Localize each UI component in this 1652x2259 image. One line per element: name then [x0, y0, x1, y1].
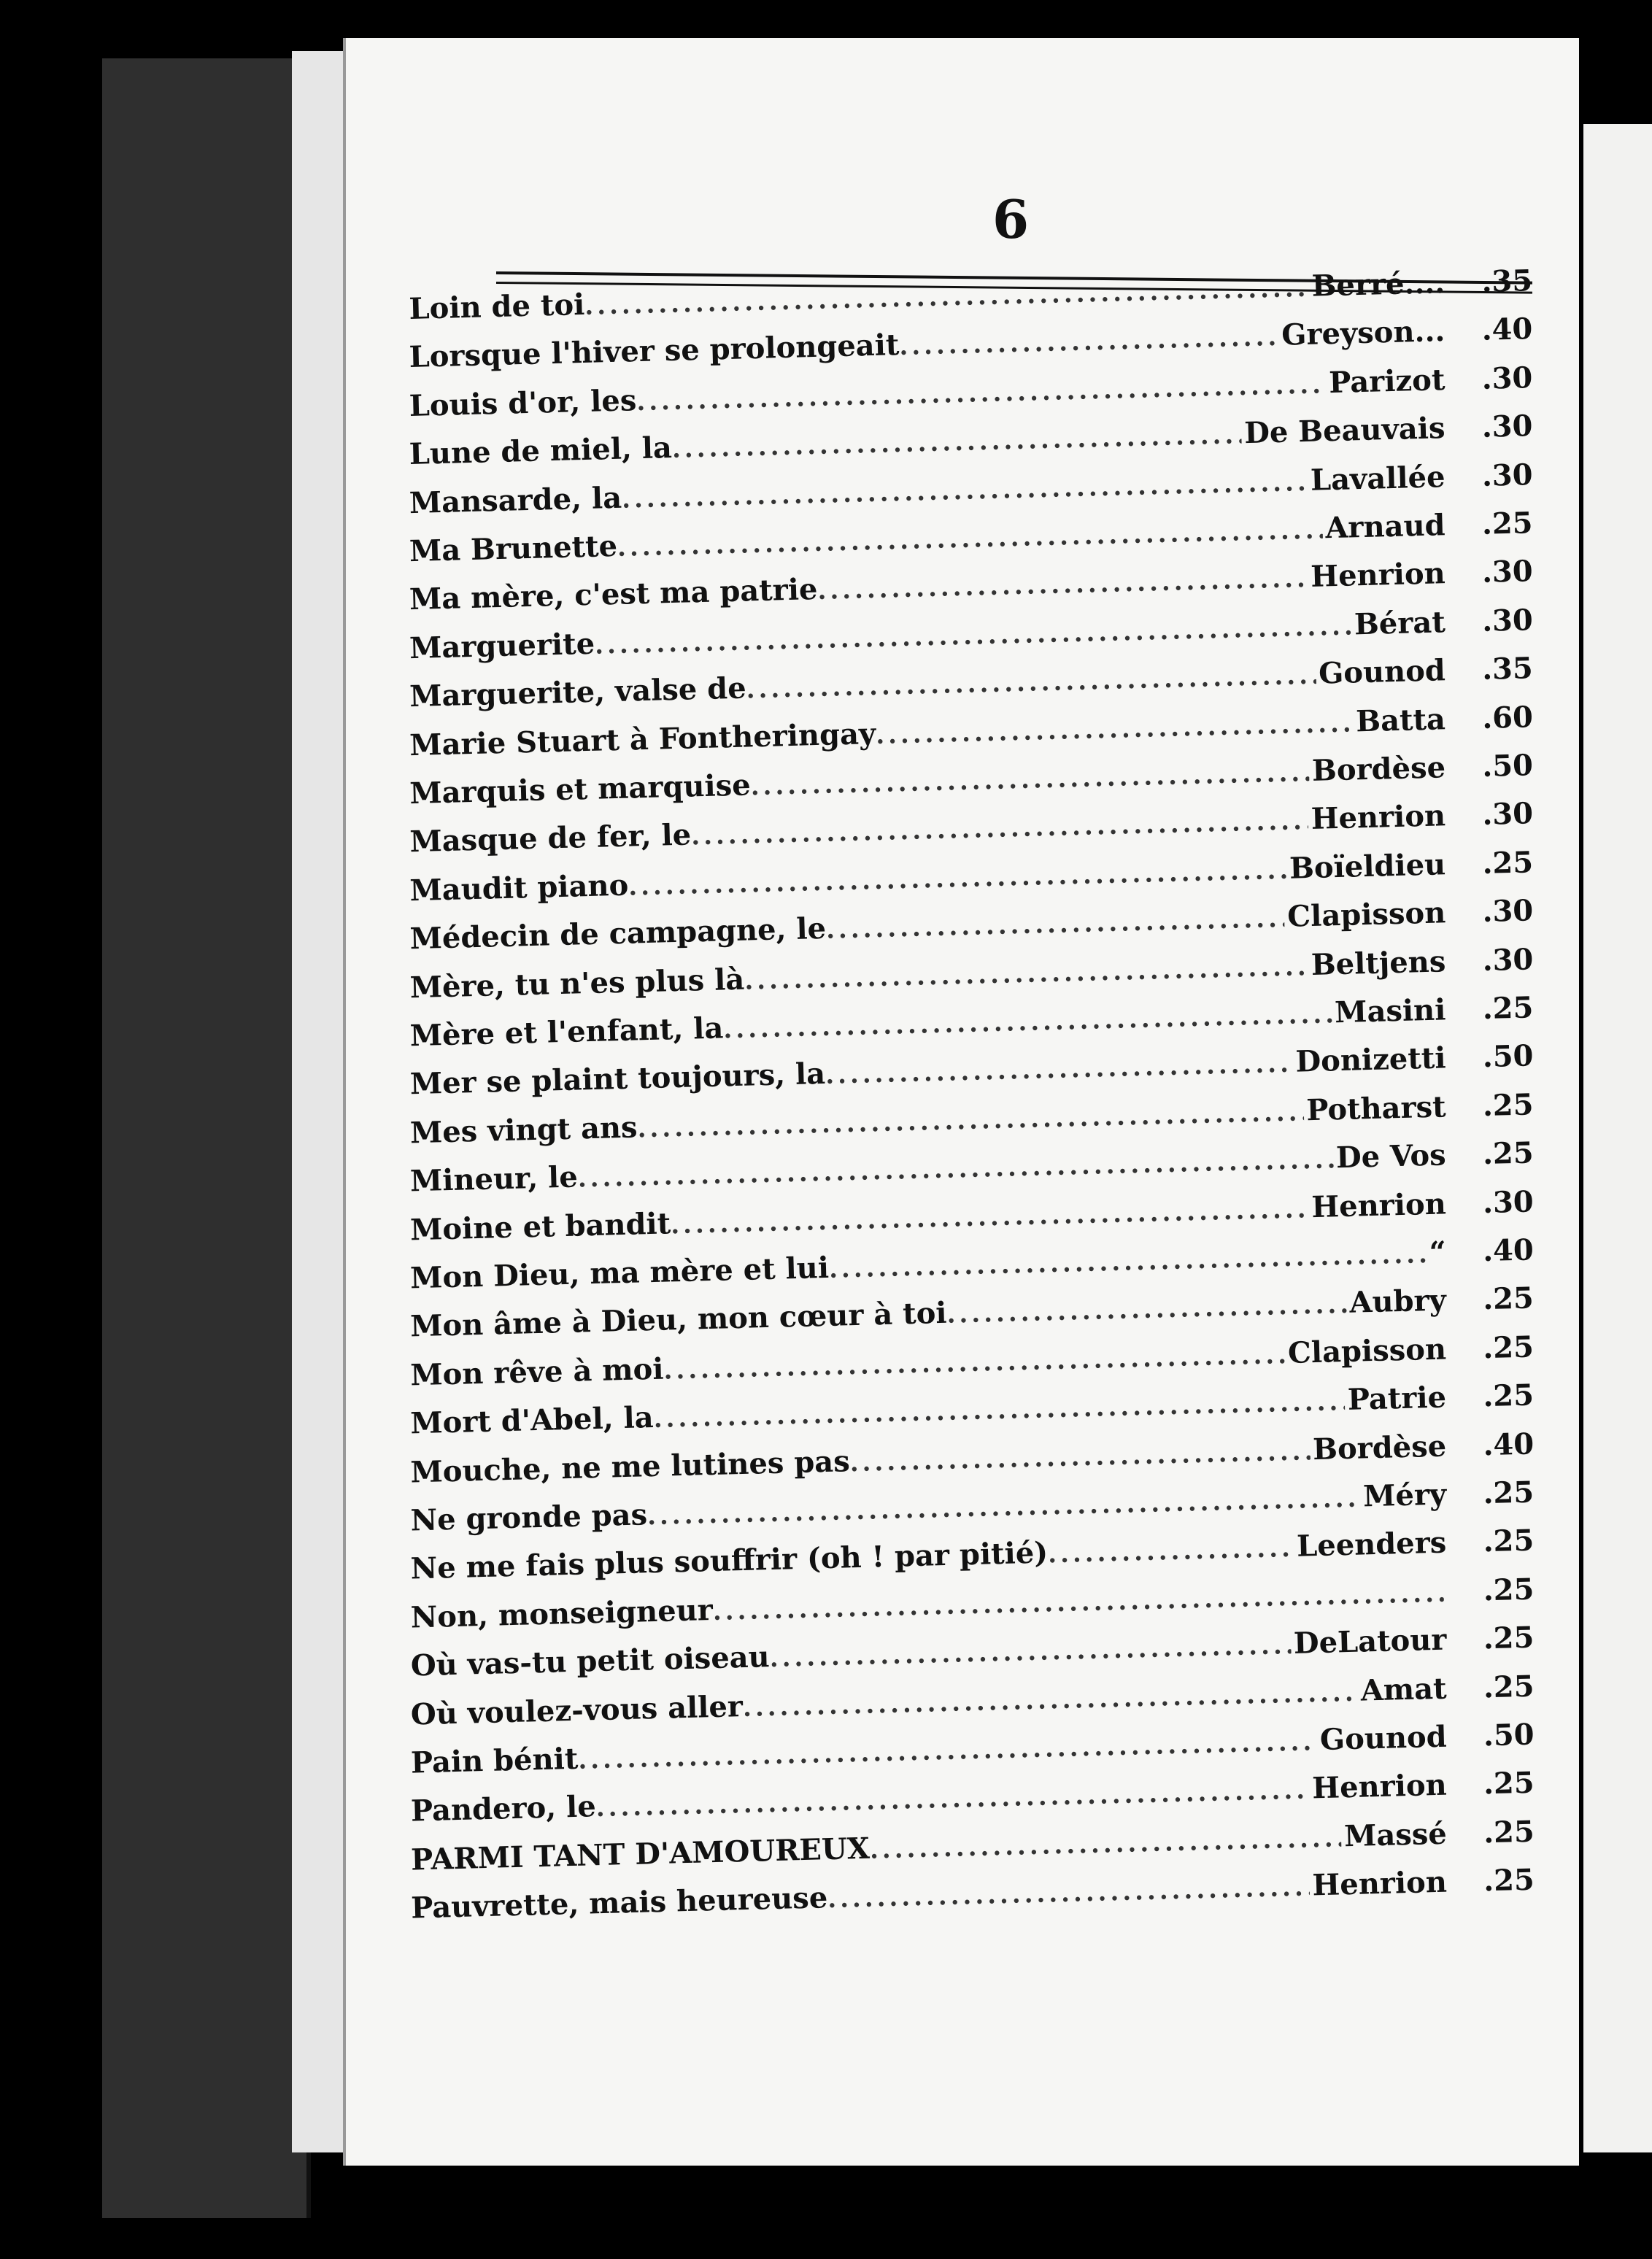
dot-leader: [653, 1387, 1345, 1434]
dot-leader: [946, 1290, 1347, 1329]
price: .25: [1482, 1329, 1535, 1365]
book-binding: [102, 58, 311, 2218]
facing-page-edge: [1583, 124, 1652, 2152]
price: .30: [1482, 1183, 1535, 1220]
composer-name: Gounod: [1318, 653, 1446, 691]
dot-leader: [617, 515, 1322, 562]
dot-leader: [825, 1049, 1293, 1090]
dot-leader: [1048, 1534, 1294, 1569]
composer-name: Batta: [1355, 701, 1446, 738]
song-title: Ma mère, c'est ma patrie: [409, 572, 819, 617]
dot-leader: [578, 1727, 1318, 1775]
dot-leader: [622, 468, 1308, 514]
price: .30: [1482, 941, 1534, 978]
composer-name: Lavallée: [1310, 459, 1446, 498]
dot-leader: [628, 856, 1287, 902]
composer-name: Parizot: [1328, 362, 1446, 400]
price: .25: [1483, 1523, 1535, 1559]
composer-name: Henrion: [1311, 1768, 1448, 1806]
song-title: Mouche, ne me lutines pas: [409, 1443, 851, 1490]
song-title: PARMI TANT D'AMOUREUX: [410, 1831, 871, 1877]
price: .40: [1481, 312, 1533, 348]
composer-name: Patrie: [1347, 1380, 1447, 1418]
composer-name: Berré....: [1311, 266, 1446, 304]
price: .25: [1481, 506, 1534, 541]
song-title: Lune de miel, la: [409, 430, 673, 472]
composer-name: Gounod: [1319, 1719, 1448, 1758]
price: .25: [1483, 1814, 1535, 1850]
price: .30: [1481, 893, 1534, 930]
dot-leader: [744, 952, 1309, 996]
composer-name: De Beauvais: [1243, 411, 1446, 451]
price: .30: [1481, 602, 1534, 638]
composer-name: Henrion: [1311, 798, 1446, 837]
song-title: Marguerite, valse de: [409, 671, 747, 714]
song-title: Moine et bandit: [409, 1205, 671, 1247]
song-title: Louis d'or, les: [409, 382, 637, 423]
song-title: Ma Brunette: [409, 528, 618, 569]
song-title: Mer se plaint toujours, la: [409, 1057, 826, 1102]
song-title: Mon âme à Dieu, mon cœur à toi: [409, 1296, 948, 1344]
price: .25: [1483, 1766, 1535, 1802]
dot-leader: [671, 1194, 1309, 1240]
dot-leader: [636, 370, 1327, 417]
composer-name: Greyson...: [1281, 314, 1446, 353]
composer-name: Henrion: [1311, 1864, 1448, 1903]
song-title: Lorsque l'hiver se prolongeait: [409, 328, 900, 375]
composer-name: Donizetti: [1294, 1040, 1447, 1079]
composer-name: Boïeldieu: [1289, 847, 1446, 886]
dot-leader: [827, 1873, 1310, 1915]
composer-name: Amat: [1360, 1671, 1448, 1708]
price: .25: [1482, 1087, 1535, 1123]
price: .30: [1481, 457, 1534, 493]
song-title: Maudit piano: [409, 868, 629, 908]
dot-leader: [826, 904, 1285, 945]
composer-name: Arnaud: [1324, 508, 1446, 546]
price: .25: [1482, 1281, 1535, 1317]
composer-name: Henrion: [1311, 1186, 1447, 1224]
song-title: Pandero, le: [410, 1789, 597, 1829]
price: .25: [1482, 1135, 1535, 1172]
composer-name: Clapisson: [1287, 1332, 1447, 1370]
price: .40: [1482, 1426, 1535, 1462]
page-number: 6: [992, 188, 1030, 250]
song-title: Masque de fer, le: [409, 817, 692, 860]
song-title: Marie Stuart à Fontheringay: [409, 716, 876, 762]
dot-leader: [663, 1340, 1286, 1386]
dot-leader: [746, 661, 1316, 705]
price: .40: [1482, 1232, 1535, 1269]
price: .25: [1483, 1620, 1535, 1656]
price: .25: [1483, 1572, 1535, 1608]
song-list: [409, 263, 1577, 2057]
dot-leader: [637, 1097, 1304, 1143]
song-title: Loin de toi: [409, 287, 585, 326]
price: .60: [1481, 699, 1534, 735]
price: .50: [1483, 1717, 1535, 1753]
song-title: Pauvrette, mais heureuse: [410, 1880, 828, 1926]
price: .25: [1483, 1862, 1535, 1899]
song-title: Mon Dieu, ma mère et lui: [409, 1250, 830, 1296]
composer-name: Bérat: [1354, 604, 1446, 642]
price: .25: [1482, 1475, 1535, 1511]
song-title: Mon rêve à moi: [409, 1351, 665, 1393]
price: .30: [1481, 409, 1533, 445]
dot-leader: [647, 1484, 1361, 1532]
dot-leader: [750, 758, 1309, 801]
composer-name: Aubry: [1348, 1283, 1447, 1321]
dot-leader: [829, 1240, 1427, 1284]
song-title: Non, monseigneur: [410, 1592, 714, 1635]
dot-leader: [817, 564, 1308, 606]
composer-name: Bordèse: [1312, 1429, 1447, 1467]
composer-name: Méry: [1362, 1477, 1447, 1514]
song-title: Où vas-tu petit oiseau: [410, 1640, 771, 1683]
song-title: Médecin de campagne, le: [409, 911, 827, 957]
song-title: Mère et l'enfant, la: [409, 1011, 724, 1054]
dot-leader: [742, 1677, 1358, 1722]
composer-name: Massé: [1343, 1816, 1448, 1854]
song-title: Marguerite: [409, 626, 595, 665]
dot-leader: [712, 1578, 1444, 1626]
price: .25: [1481, 845, 1534, 881]
price: .35: [1481, 651, 1534, 687]
composer-name: “: [1429, 1235, 1447, 1270]
composer-name: Bordèse: [1311, 750, 1446, 788]
price: .30: [1481, 796, 1534, 833]
dot-leader: [595, 1776, 1310, 1823]
composer-name: Potharst: [1305, 1089, 1447, 1128]
price: .50: [1481, 748, 1534, 784]
dot-leader: [869, 1823, 1341, 1864]
dot-leader: [577, 1146, 1333, 1194]
composer-name: DeLatour: [1293, 1622, 1447, 1661]
price: .25: [1482, 990, 1534, 1027]
composer-name: Clapisson: [1286, 895, 1446, 934]
price: .25: [1483, 1669, 1535, 1704]
song-title: Ne gronde pas: [410, 1497, 648, 1538]
song-title: Mineur, le: [409, 1159, 579, 1199]
song-title: Mansarde, la: [409, 480, 622, 520]
price: .25: [1482, 1378, 1535, 1414]
composer-name: Masini: [1334, 992, 1446, 1030]
composer-name: De Vos: [1335, 1138, 1447, 1175]
dot-leader: [769, 1631, 1291, 1673]
song-title: Mes vingt ans: [409, 1110, 638, 1151]
dot-leader: [876, 708, 1354, 750]
composer-name: Leenders: [1296, 1525, 1447, 1564]
dot-leader: [723, 1000, 1332, 1044]
dot-leader: [691, 806, 1309, 851]
composer-name: Beltjens: [1311, 943, 1446, 982]
dot-leader: [595, 611, 1352, 660]
song-title: Pain bénit: [410, 1741, 579, 1780]
price: .35: [1481, 263, 1533, 299]
dot-leader: [671, 420, 1241, 464]
song-title: Mort d'Abel, la: [409, 1400, 655, 1441]
price: .30: [1481, 554, 1534, 590]
price: .30: [1481, 360, 1533, 396]
song-title: Où voulez-vous aller: [410, 1688, 744, 1732]
composer-name: Henrion: [1310, 556, 1446, 595]
dot-leader: [899, 323, 1279, 361]
song-title: Ne me fais plus souffrir (oh ! par pitié): [410, 1535, 1049, 1586]
price: .50: [1482, 1038, 1534, 1075]
song-title: Marquis et marquise: [409, 768, 752, 811]
song-title: Mère, tu n'es plus là: [409, 962, 745, 1005]
dot-leader: [849, 1437, 1311, 1478]
